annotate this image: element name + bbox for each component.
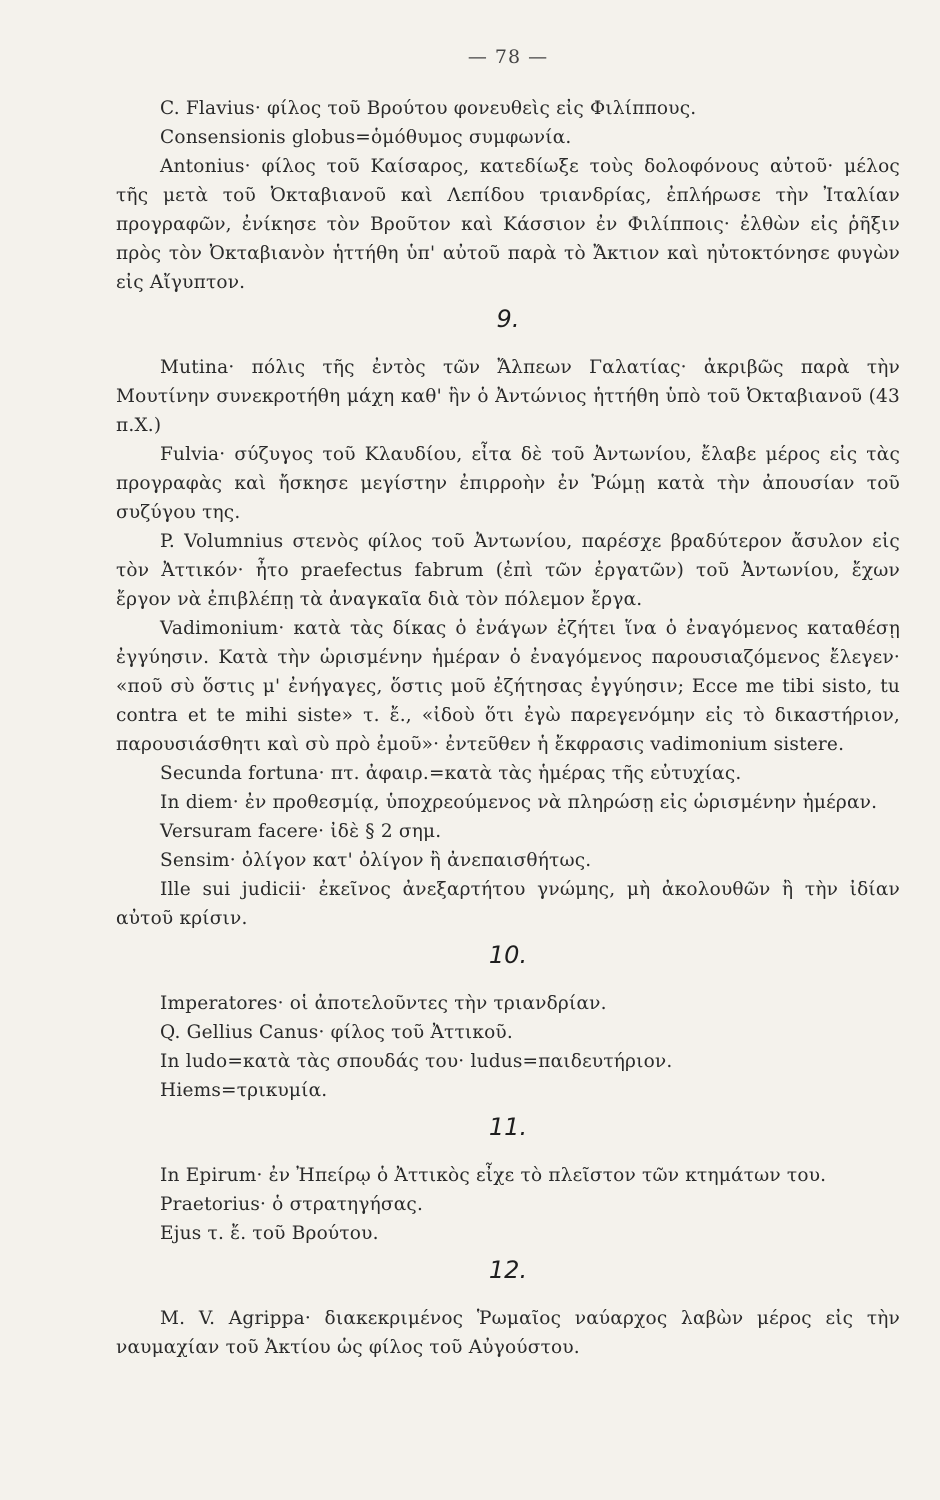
glossary-entry: In diem· ἐν προθεσμίᾳ, ὑποχρεούμενος νὰ πληρώσῃ εἰς ὡρισμένην ἡμέραν. [160,792,878,813]
glossary-entry: Fulvia· σύζυγος τοῦ Κλαυδίου, εἶτα δὲ τοῦ Ἀντωνίου, ἔλαβε μέρος εἰς τὰς προγραφὰς καὶ ἤσκησε μεγίστην ἐπιρροὴν ἐν Ῥώμῃ κατὰ τὴν ἀπουσίαν τοῦ συζύγου της. [116,444,900,523]
section-number: 10. [488,941,528,969]
glossary-entry: Antonius· φίλος τοῦ Καίσαρος, κατεδίωξε τοὺς δολοφόνους αὐτοῦ· μέλος τῆς μετὰ τοῦ Ὀκταβιανοῦ καὶ Λεπίδου τριανδρίας, ἐπλήρωσε τὴν Ἰταλίαν προγραφῶν, ἐνίκησε τὸν Βροῦτον καὶ Κάσσιον ἐν Φιλίπποις· ἐλθὼν εἰς ῥῆξιν πρὸς τὸν Ὀκταβιανὸν ἡττήθη ὑπ' αὐτοῦ παρὰ τὸ Ἄκτιον καὶ ηὐτοκτόνησε φυγὼν εἰς Αἴγυπτον. [116,156,900,293]
glossary-entry: P. Volumnius στενὸς φίλος τοῦ Ἀντωνίου, παρέσχε βραδύτερον ἄσυλον εἰς τὸν Ἀττικόν· ἦτο praefectus fabrum (ἐπὶ τῶν ἐργατῶν) τοῦ Ἀντωνίου, ἔχων ἔργον νὰ ἐπιβλέπῃ τὰ ἀναγκαῖα διὰ τὸν πόλεμον ἔργα. [116,531,900,610]
page-content [116,94,900,1362]
glossary-entry: Imperatores· οἱ ἀποτελοῦντες τὴν τριανδρίαν. [160,993,607,1014]
glossary-entry: Sensim· ὀλίγον κατ' ὀλίγον ἢ ἀνεπαισθήτως. [160,850,592,871]
glossary-entry: Ille sui judicii· ἐκεῖνος ἀνεξαρτήτου γνώμης, μὴ ἀκολουθῶν ἢ τὴν ἰδίαν αὐτοῦ κρίσιν. [116,879,900,929]
section-number: 9. [496,305,520,333]
glossary-entry: Versuram facere· ἰδὲ § 2 σημ. [160,821,442,842]
glossary-entry: Hiems=τρικυμία. [160,1080,328,1101]
glossary-entry: Vadimonium· κατὰ τὰς δίκας ὁ ἐνάγων ἐζήτει ἵνα ὁ ἐναγόμενος καταθέσῃ ἐγγύησιν. Κατὰ τὴν ὡρισμένην ἡμέραν ὁ ἐναγόμενος παρουσιαζόμενος ἔλεγεν· «ποῦ σὺ ὅστις μ' ἐνήγαγες, ὅστις μοῦ ἐζήτησας ἐγγύησιν; Ecce me tibi sisto, tu contra et te mihi siste» τ. ἔ., «ἰδοὺ ὅτι ἐγὼ παρεγενόμην εἰς τὸ δικαστήριον, παρουσιάσθητι καὶ σὺ πρὸ ἐμοῦ»· ἐντεῦθεν ἡ ἔκφρασις vadimonium sistere. [116,618,900,755]
glossary-entry: Consensionis globus=ὁμόθυμος συμφωνία. [160,127,572,148]
glossary-entry: In Epirum· ἐν Ἠπείρῳ ὁ Ἀττικὸς εἶχε τὸ πλεῖστον τῶν κτημάτων του. [160,1165,827,1186]
glossary-entry: Secunda fortuna· πτ. ἀφαιρ.=κατὰ τὰς ἡμέρας τῆς εὐτυχίας. [160,763,742,784]
glossary-entry: Q. Gellius Canus· φίλος τοῦ Ἀττικοῦ. [160,1022,513,1043]
section-number: 11. [488,1113,528,1141]
glossary-entry: Praetorius· ὁ στρατηγήσας. [160,1194,424,1215]
glossary-entry: C. Flavius· φίλος τοῦ Βρούτου φονευθεὶς εἰς Φιλίππους. [160,98,697,119]
glossary-entry: M. V. Agrippa· διακεκριμένος Ῥωμαῖος ναύαρχος λαβὼν μέρος εἰς τὴν ναυμαχίαν τοῦ Ἀκτίου ὡς φίλος τοῦ Αὐγούστου. [116,1308,900,1358]
page-number: — 78 — [467,46,549,68]
section-number: 12. [488,1256,528,1284]
glossary-entry: Ejus τ. ἔ. τοῦ Βρούτου. [160,1223,379,1244]
glossary-entry: Mutina· πόλις τῆς ἐντὸς τῶν Ἄλπεων Γαλατίας· ἀκριβῶς παρὰ τὴν Μουτίνην συνεκροτήθη μάχη καθ' ἣν ὁ Ἀντώνιος ἡττήθη ὑπὸ τοῦ Ὀκταβιανοῦ (43 π.Χ.) [116,357,900,436]
glossary-entry: In ludo=κατὰ τὰς σπουδάς του· ludus=παιδευτήριον. [160,1051,673,1072]
